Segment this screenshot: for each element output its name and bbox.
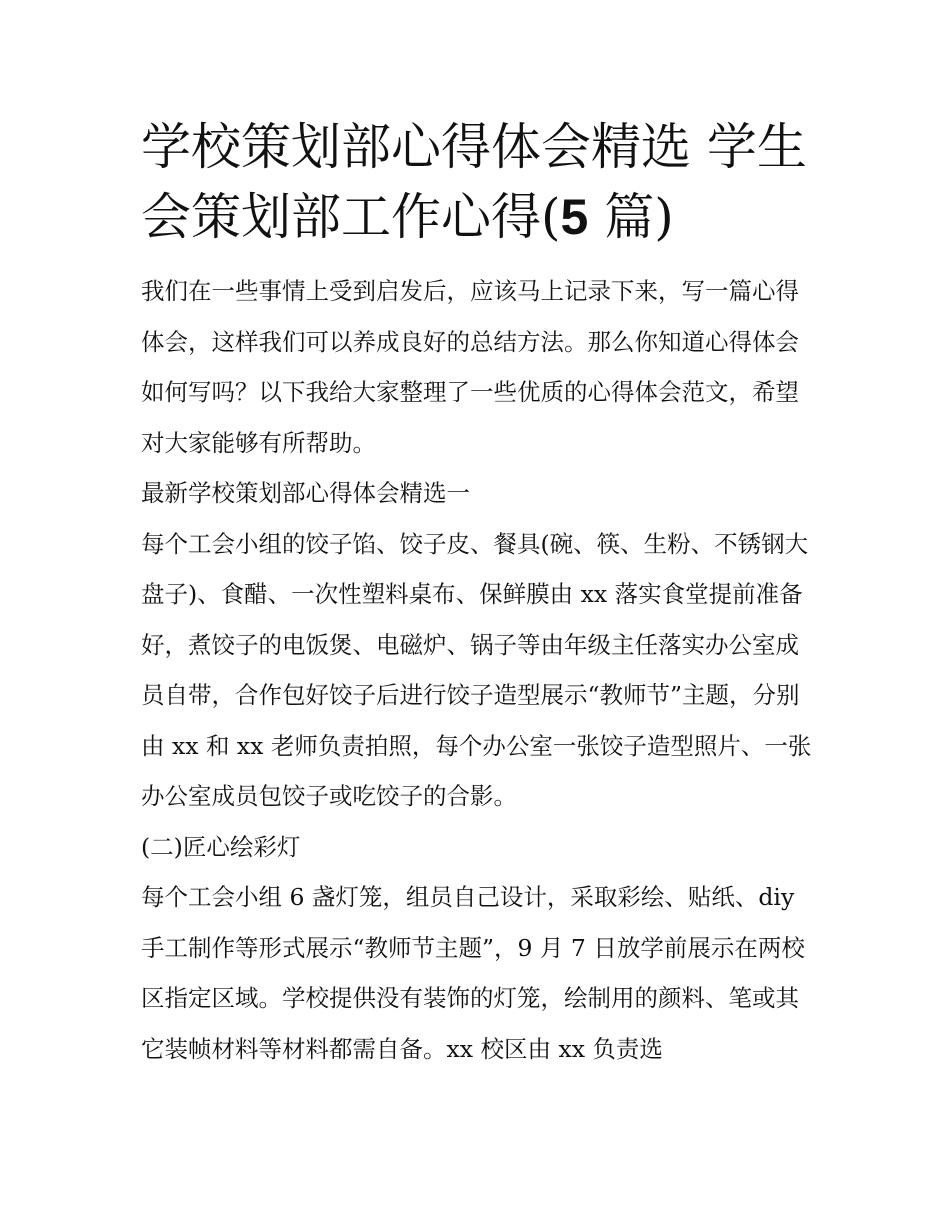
title-text-part1: 学校策划部心得体会精选 学生会策划部工作心得( xyxy=(141,118,807,246)
section-heading-1: 最新学校策划部心得体会精选一 xyxy=(141,479,470,507)
intro-paragraph: 我们在一些事情上受到启发后，应该马上记录下来，写一篇心得体会，这样我们可以养成良好的总结方法。那么你知道心得体会如何写吗？以下我给大家整理了一些优质的心得体会范文，希望对大家能够有所帮助。 xyxy=(141,277,799,457)
body-paragraph-dumplings: 每个工会小组的饺子馅、饺子皮、餐具(碗、筷、生粉、不锈钢大盘子)、食醋、一次性塑料桌布、保鲜膜由 xx 落实食堂提前准备好，煮饺子的电饭煲、电磁炉、锅子等由年级主任落实办公室成员自带，合作包好饺子后进行饺子造型展示“教师节”主题，分别由 xx 和 xx 老师负责拍照，每个办公室一张饺子造型照片、一张办公室成员包饺子或吃饺子的合影。 xyxy=(141,529,812,810)
section-heading-2: (二)匠心绘彩灯 xyxy=(141,832,301,861)
title-text-part2: 篇) xyxy=(588,188,674,246)
document-body xyxy=(141,266,813,1074)
document-title xyxy=(141,112,813,252)
title-number: 5 xyxy=(560,189,589,245)
document-page xyxy=(141,112,813,1074)
body-paragraph-lanterns: 每个工会小组 6 盏灯笼，组员自己设计，采取彩绘、贴纸、diy 手工制作等形式展示“教师节主题”，9 月 7 日放学前展示在两校区指定区域。学校提供没有装饰的灯笼，绘制用的颜料、笔或其它装帧材料等材料都需自备。xx 校区由 xx 负责选 xyxy=(141,883,805,1063)
